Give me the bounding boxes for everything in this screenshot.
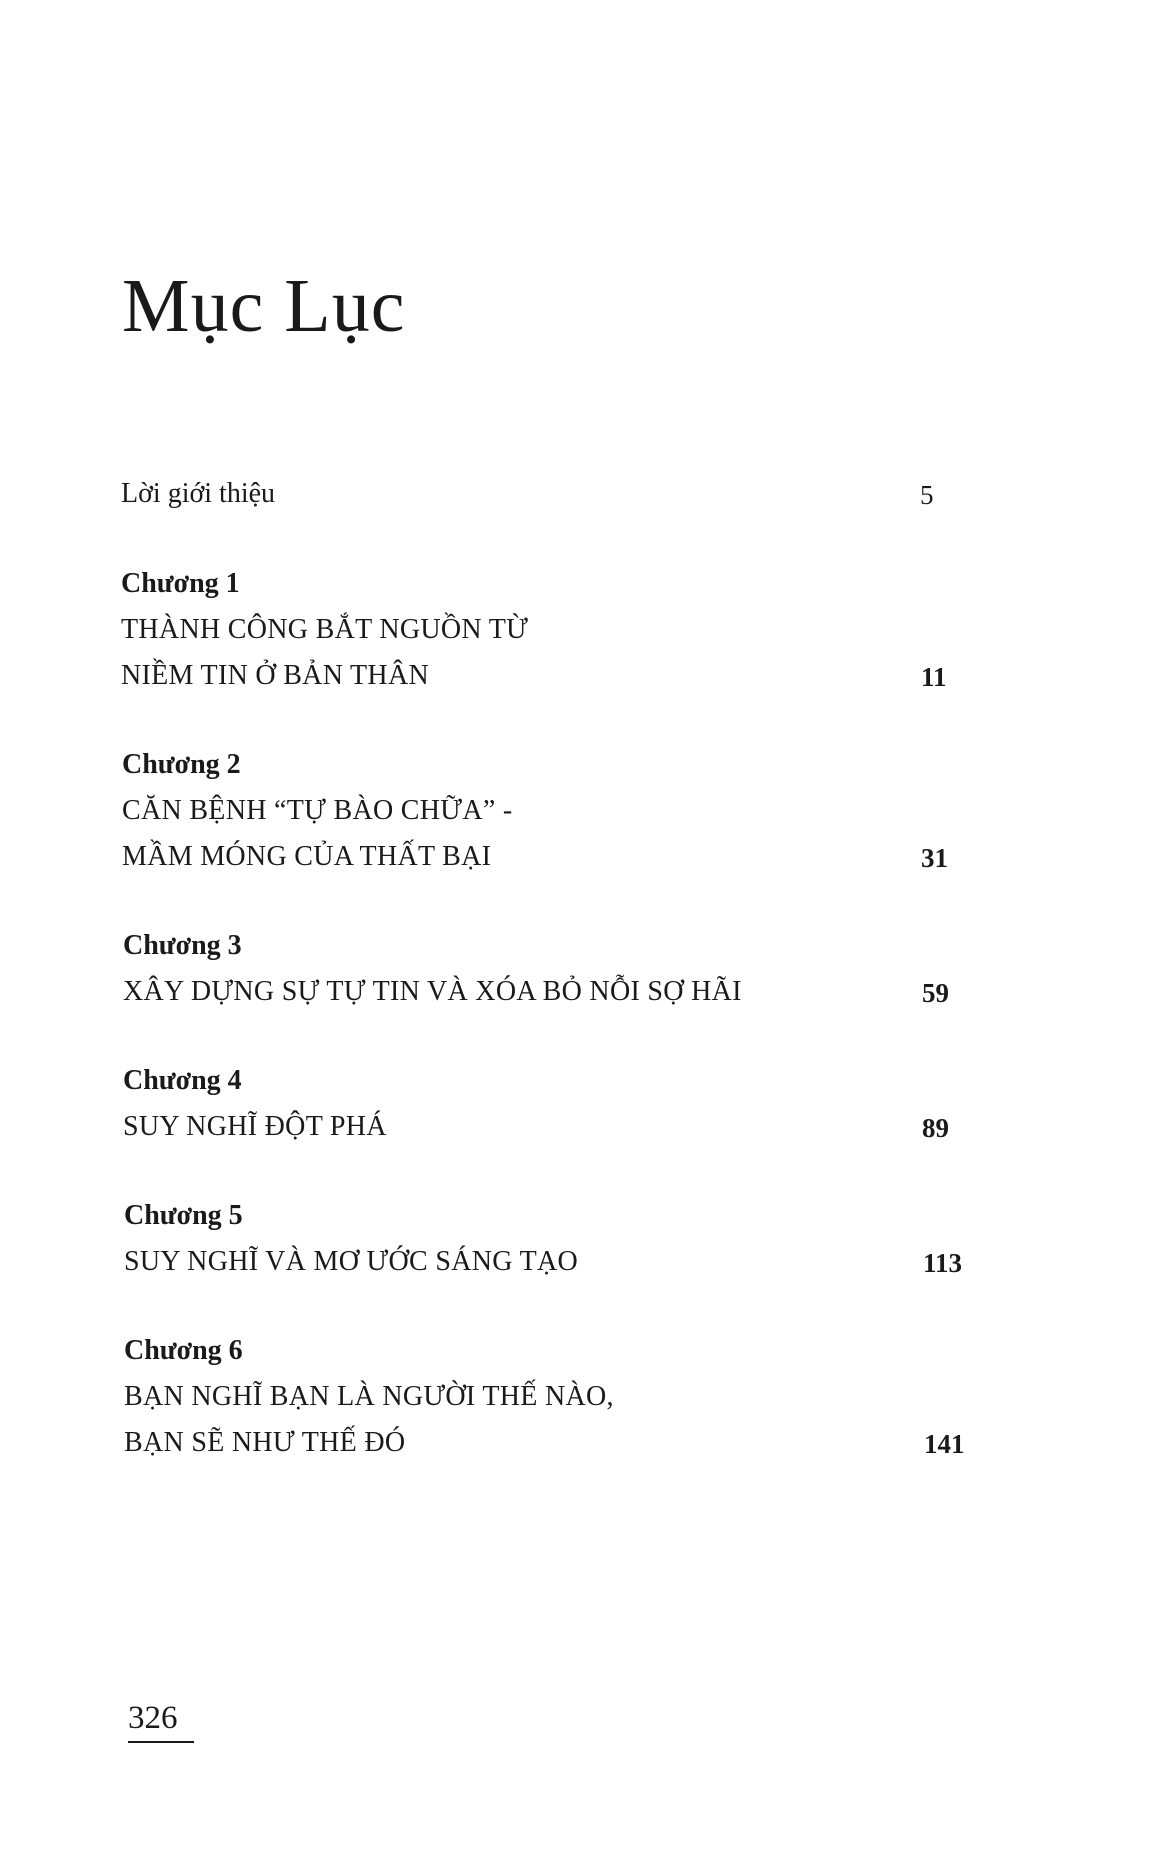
chapter-title-line: CĂN BỆNH “TỰ BÀO CHỮA” -	[122, 795, 513, 826]
chapter-title-line: THÀNH CÔNG BẮT NGUỒN TỪ	[121, 614, 529, 645]
chapter-label: Chương 1	[121, 568, 240, 599]
chapter-label: Chương 2	[122, 749, 241, 780]
chapter-title-line: BẠN SẼ NHƯ THẾ ĐÓ	[124, 1427, 406, 1458]
chapter-title-line: NIỀM TIN Ở BẢN THÂN	[121, 660, 429, 691]
chapter-title-line: SUY NGHĨ ĐỘT PHÁ	[123, 1111, 387, 1142]
chapter-label: Chương 3	[123, 930, 242, 961]
toc-page-number: 113	[923, 1248, 963, 1278]
chapter-label: Chương 5	[124, 1200, 243, 1231]
chapter-title-line: BẠN NGHĨ BẠN LÀ NGƯỜI THẾ NÀO,	[124, 1381, 614, 1412]
chapter-label: Chương 6	[124, 1335, 243, 1366]
toc-page-number: 89	[922, 1113, 949, 1143]
page-folio-number: 326	[128, 1702, 194, 1743]
page-title: Mục Lục	[122, 264, 406, 348]
toc-entry-title: Lời giới thiệu	[121, 478, 276, 509]
toc-page-number: 31	[921, 843, 948, 873]
chapter-label: Chương 4	[123, 1065, 242, 1096]
chapter-title-line: MẦM MÓNG CỦA THẤT BẠI	[122, 841, 492, 872]
toc-page-number: 11	[921, 662, 947, 692]
toc-page-number: 59	[922, 978, 949, 1008]
toc-page-number: 5	[920, 480, 934, 510]
toc-page-number: 141	[924, 1429, 965, 1459]
chapter-title-line: SUY NGHĨ VÀ MƠ ƯỚC SÁNG TẠO	[124, 1246, 579, 1277]
chapter-title-line: XÂY DỰNG SỰ TỰ TIN VÀ XÓA BỎ NỖI SỢ HÃI	[123, 976, 742, 1007]
